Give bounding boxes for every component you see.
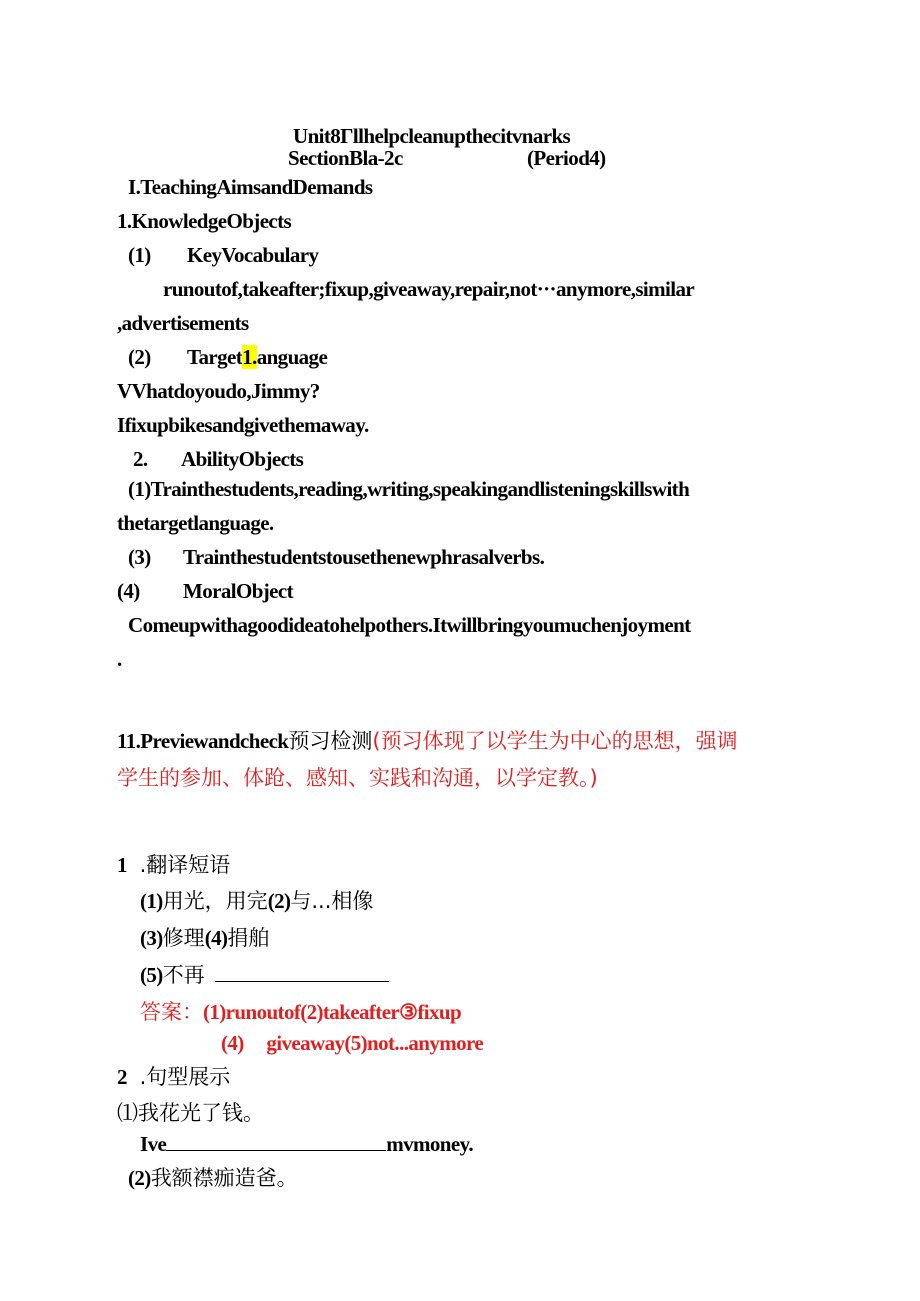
exercise-1-heading — [117, 852, 230, 878]
item-3-number: (3) — [140, 926, 163, 950]
key-vocab-label: KeyVocabulary — [187, 243, 319, 267]
knowledge-heading: 1.KnowledgeObjects — [117, 209, 292, 233]
item-2-number: (2) — [267, 889, 291, 913]
target-language-after: anguage — [256, 345, 328, 369]
key-vocab-number: (1) — [128, 243, 151, 267]
question-2-text: 我额襟痂造爸。 — [150, 1166, 298, 1190]
answer-line-2 — [221, 1030, 483, 1056]
part2-note-line-2: 学生的参加、体跄、感知、实践和沟通，以学定教。) — [117, 766, 598, 790]
answer-text-1: (1)runoutof(2)takeafter③fixup — [203, 1000, 462, 1024]
answer-blank[interactable] — [215, 963, 389, 982]
moral-number: (4) — [117, 579, 140, 603]
target-language-number: (2) — [128, 345, 151, 369]
item-2-text: 与...相像 — [290, 889, 374, 913]
item-3-text: 修理 — [162, 926, 205, 950]
moral-label: MoralObject — [183, 579, 294, 603]
target-sentence-1: VVhatdoyoudo,Jimmy? — [117, 379, 320, 403]
question-1-end: mvmoney. — [386, 1132, 473, 1156]
answer-number-4: (4) — [221, 1031, 244, 1055]
item-1-text: 用光，用完 — [162, 889, 268, 913]
target-language-label — [187, 344, 327, 370]
highlight-mark: 1. — [242, 345, 257, 369]
moral-text-line-1: Comeupwithagoodideatohelpothers.Itwillbringyoumuchenjoyment — [128, 613, 691, 637]
vocab-list-line-1: runoutof,takeafter;fixup,giveaway,repair,not···anymore,similar — [163, 277, 695, 301]
item-5-number: (5) — [140, 963, 163, 987]
item-1-number: (1) — [140, 889, 163, 913]
exercise-1-row-2 — [140, 925, 269, 951]
answer-text-2: giveaway(5)not...anymore — [266, 1031, 484, 1055]
exercise-1-row-1 — [140, 888, 373, 914]
part2-heading — [117, 728, 738, 754]
question-1-cn — [117, 1100, 264, 1126]
part1-heading: I.TeachingAimsandDemands — [128, 175, 373, 199]
ability-label: AbilityObjects — [181, 447, 304, 471]
question-1-text: 我花光了钱。 — [138, 1101, 264, 1125]
exercise-1-row-3 — [140, 962, 389, 988]
question-1-start: Ive — [140, 1132, 167, 1156]
exercise-1-number: 1 — [117, 853, 127, 877]
vocab-list-line-2: ,advertisements — [117, 311, 249, 335]
part2-heading-en: 11.Previewandcheck — [117, 729, 289, 753]
ability-item-1-line-2: thetargetlanguage. — [117, 511, 274, 535]
question-2-cn — [128, 1165, 298, 1191]
period-label: (Period4) — [527, 146, 606, 170]
item-4-text: 捐舶 — [227, 926, 270, 950]
ability-item-3-number: (3) — [128, 545, 151, 569]
ability-item-1-line-1: (1)Trainthestudents,reading,writing,speakingandlisteningskillswith — [128, 477, 690, 501]
item-5-text: 不再 — [162, 963, 205, 987]
ability-item-3-text: Trainthestudentstousethenewphrasalverbs. — [183, 545, 545, 569]
exercise-2-number: 2 — [117, 1065, 127, 1089]
target-language-before: Target — [187, 345, 243, 369]
part2-note-line-1: (预习体现了以学生为中心的思想，强调 — [372, 729, 738, 753]
question-1-number: ⑴ — [117, 1101, 138, 1125]
exercise-1-title: .翻译短语 — [139, 853, 231, 877]
question-2-number: (2) — [128, 1166, 151, 1190]
moral-text-line-2: . — [117, 647, 122, 671]
question-1-blank[interactable] — [166, 1132, 386, 1151]
doc-title: Unit8Γllhelpcleanupthecitvnarks — [293, 124, 571, 148]
question-1-en — [140, 1131, 473, 1157]
ability-number: 2. — [133, 447, 148, 471]
exercise-2-heading — [117, 1064, 230, 1090]
target-sentence-2: Ifixupbikesandgivethemaway. — [117, 413, 369, 437]
item-4-number: (4) — [204, 926, 228, 950]
answer-line-1 — [140, 999, 461, 1025]
exercise-2-title: .句型展示 — [139, 1065, 231, 1089]
answer-label: 答案： — [140, 1000, 203, 1024]
section-label: SectionBla-2c — [288, 146, 403, 170]
part2-heading-cn: 预习检测 — [288, 729, 373, 753]
